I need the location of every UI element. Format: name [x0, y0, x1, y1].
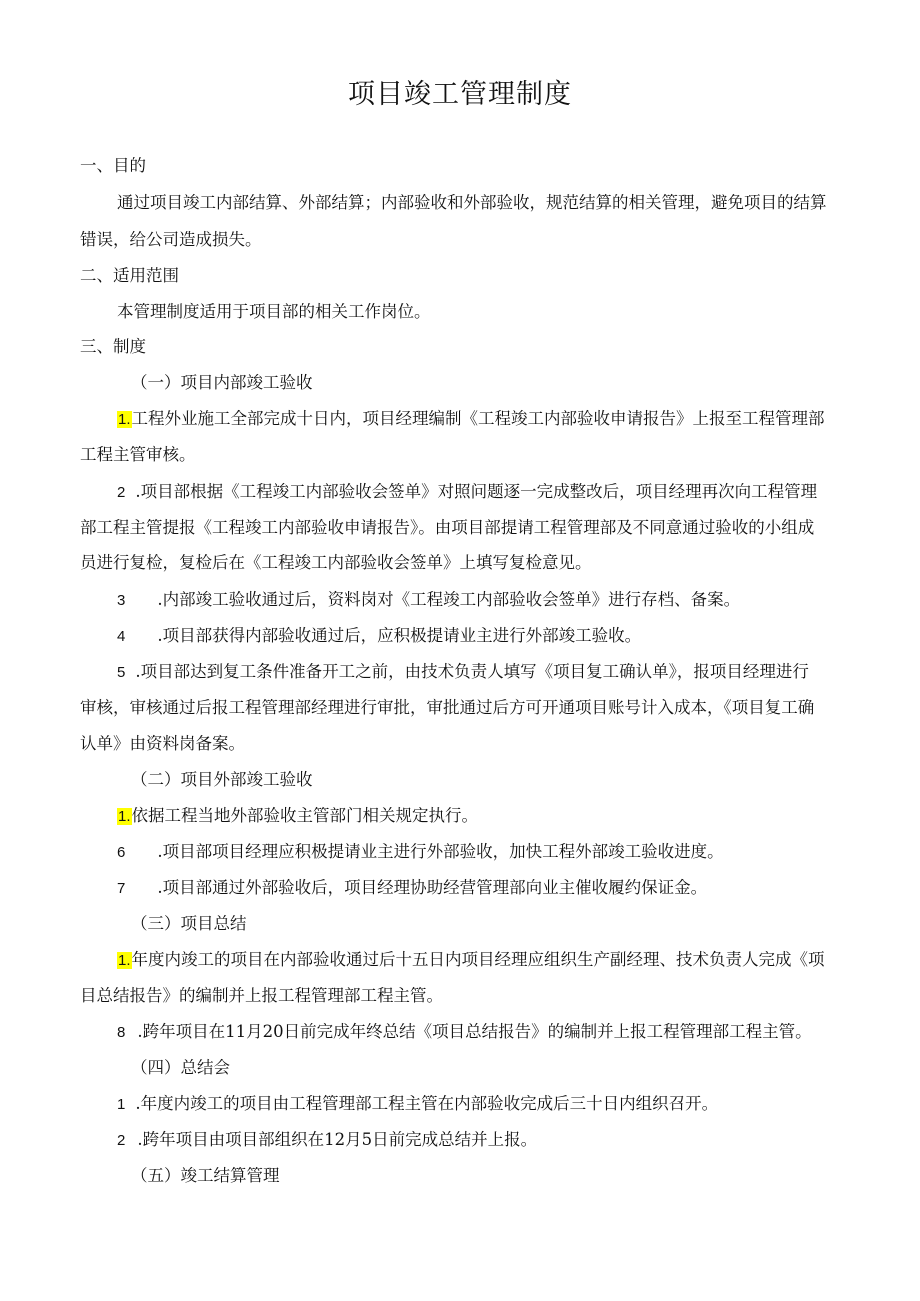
internal-item-5-line-3: 认单》由资料岗备案。: [80, 734, 245, 753]
internal-item-4: [117, 622, 641, 646]
section-heading-rules: 三、制度: [80, 337, 146, 356]
meeting-item-2: [117, 1126, 537, 1150]
subsection-heading-internal-acceptance: （一）项目内部竣工验收: [131, 373, 313, 392]
item-number: 2: [117, 484, 126, 501]
item-text: .年度内竣工的项目由工程管理部工程主管在内部验收完成后三十日内组织召开。: [135, 1094, 719, 1113]
item-text: 年度内竣工的项目在内部验收通过后十五日内项目经理应组织生产副经理、技术负责人完成《项: [131, 950, 825, 969]
subsection-heading-summary: （三）项目总结: [131, 914, 247, 933]
item-text: 工程外业施工全部完成十日内，项目经理编制《工程竣工内部验收申请报告》上报至工程管理部: [131, 409, 825, 428]
external-item-1: [117, 802, 478, 826]
internal-item-1-line-2: 工程主管审核。: [80, 445, 196, 464]
item-number: 4: [117, 628, 126, 645]
internal-item-5-line-1: [117, 658, 809, 682]
internal-item-2-line-3: 员进行复检，复检后在《工程竣工内部验收会签单》上填写复检意见。: [80, 553, 592, 572]
internal-item-5-line-2: 审核，审核通过后报工程管理部经理进行审批，审批通过后方可开通项目账号计入成本，《项目复工确: [80, 698, 815, 717]
item-number-highlighted: 1.: [118, 808, 131, 825]
item-text: 依据工程当地外部验收主管部门相关规定执行。: [131, 806, 479, 825]
summary-item-8: [117, 1018, 812, 1042]
item-text: .项目部获得内部验收通过后，应积极提请业主进行外部竣工验收。: [157, 626, 642, 645]
purpose-text-line-1: 通过项目竣工内部结算、外部结算；内部验收和外部验收，规范结算的相关管理，避免项目的结算: [117, 193, 827, 212]
summary-item-1-line-2: 目总结报告》的编制并上报工程管理部工程主管。: [80, 986, 443, 1005]
item-text: .项目部达到复工条件准备开工之前，由技术负责人填写《项目复工确认单》，报项目经理进行: [135, 662, 809, 681]
document-title: 项目竣工管理制度: [348, 79, 572, 110]
internal-item-3: [117, 586, 740, 610]
item-text: .内部竣工验收通过后，资料岗对《工程竣工内部验收会签单》进行存档、备案。: [157, 590, 741, 609]
item-number: 1: [117, 1096, 126, 1113]
summary-item-1-line-1: [117, 946, 825, 970]
item-text: .跨年项目由项目部组织在12月5日前完成总结并上报。: [137, 1130, 538, 1149]
item-number: 8: [117, 1024, 126, 1041]
item-number: 5: [117, 664, 126, 681]
item-number-highlighted: 1.: [118, 411, 131, 428]
external-item-7: [117, 874, 707, 898]
external-item-6: [117, 838, 724, 862]
item-text: .项目部根据《工程竣工内部验收会签单》对照问题逐一完成整改后，项目经理再次向工程管理: [135, 482, 818, 501]
scope-text: 本管理制度适用于项目部的相关工作岗位。: [117, 302, 431, 321]
item-number-highlighted: 1.: [118, 952, 131, 969]
item-number: 2: [117, 1132, 126, 1149]
meeting-item-1: [117, 1090, 718, 1114]
section-heading-scope: 二、适用范围: [80, 266, 179, 285]
item-number: 6: [117, 844, 126, 861]
item-text: .项目部通过外部验收后，项目经理协助经营管理部向业主催收履约保证金。: [157, 878, 708, 897]
internal-item-2-line-1: [117, 478, 817, 502]
item-number: 7: [117, 880, 126, 897]
item-text: .项目部项目经理应积极提请业主进行外部验收，加快工程外部竣工验收进度。: [157, 842, 724, 861]
item-number: 3: [117, 592, 126, 609]
subsection-heading-settlement: （五）竣工结算管理: [131, 1166, 280, 1185]
subsection-heading-summary-meeting: （四）总结会: [131, 1058, 230, 1077]
internal-item-1-line-1: [117, 405, 825, 429]
item-text: .跨年项目在11月20日前完成年终总结《项目总结报告》的编制并上报工程管理部工程主管。: [137, 1022, 812, 1041]
subsection-heading-external-acceptance: （二）项目外部竣工验收: [131, 770, 313, 789]
internal-item-2-line-2: 部工程主管提报《工程竣工内部验收申请报告》。由项目部提请工程管理部及不同意通过验收的小组成: [80, 518, 815, 537]
section-heading-purpose: 一、目的: [80, 156, 146, 175]
purpose-text-line-2: 错误，给公司造成损失。: [80, 230, 262, 249]
